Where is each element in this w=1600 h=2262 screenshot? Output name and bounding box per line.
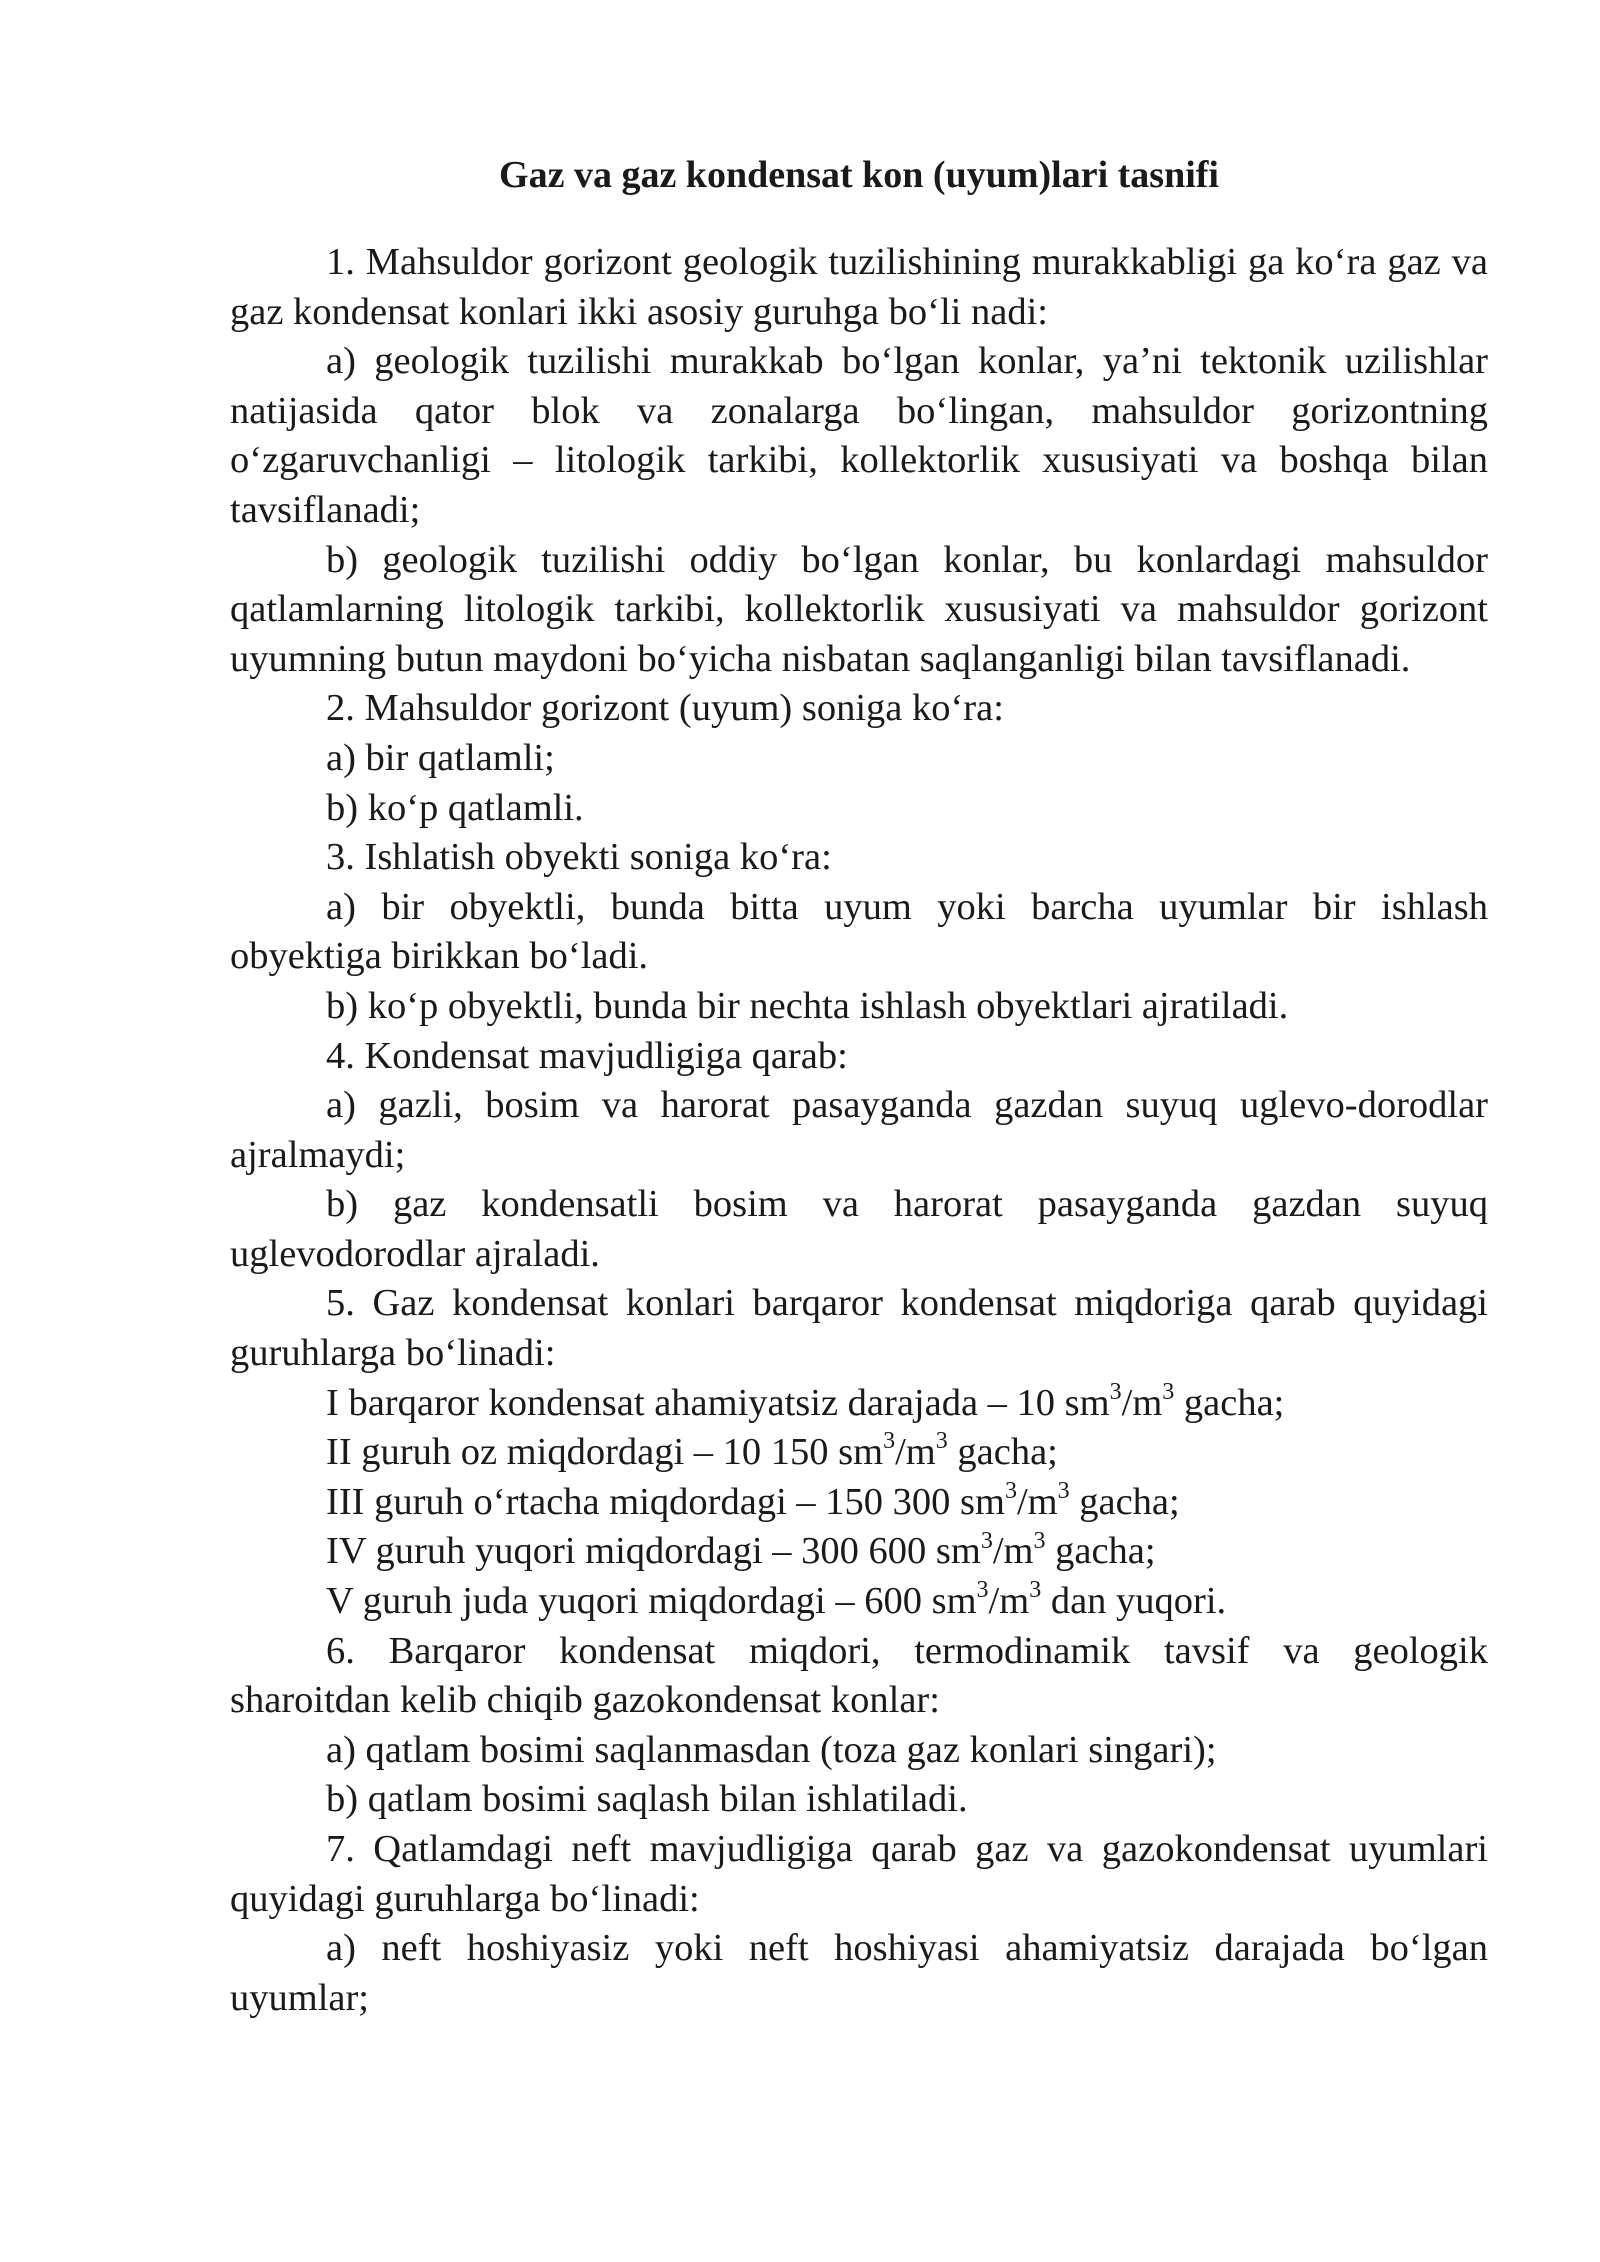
paragraph-7: 7. Qatlamdagi neft mavjudligiga qarab gaz va gazokondensat uyumlari quyidagi guruhlarga bo‘linadi: (230, 1828, 1488, 1920)
group-line-text: V guruh juda yuqori miqdordagi – 600 sm (326, 1580, 977, 1623)
unit-text: /m (988, 1580, 1030, 1623)
paragraph-3a: a) bir obyektli, bunda bitta uyum yoki barcha uyumlar bir ishlash obyektiga birikkan bo‘ladi. (230, 885, 1488, 978)
paragraph-6b: b) qatlam bosimi saqlash bilan ishlatiladi. (326, 1778, 968, 1821)
superscript: 3 (980, 1527, 993, 1554)
paragraph-4a: a) gazli, bosim va harorat pasayganda gazdan suyuq uglevo-dorodlar ajralmaydi; (230, 1084, 1488, 1176)
paragraph-3: 3. Ishlatish obyekti soniga ko‘ra: (326, 836, 832, 879)
group-line-suffix: gacha; (1045, 1530, 1156, 1573)
paragraph-1: 1. Mahsuldor gorizont geologik tuzilishining murakkabligi ga ko‘ra gaz va gaz kondensat konlari ikki asosiy guruhga bo‘li nadi: (230, 241, 1488, 333)
superscript: 3 (1109, 1378, 1122, 1405)
group-line-text: II guruh oz miqdordagi – 10 150 sm (326, 1431, 884, 1474)
superscript: 3 (1057, 1478, 1070, 1505)
superscript: 3 (1033, 1527, 1046, 1554)
group-line-5 (230, 1577, 1488, 1627)
group-line-suffix: gacha; (1174, 1381, 1285, 1424)
paragraph-1b: b) geologik tuzilishi oddiy bo‘lgan konlar, bu konlardagi mahsuldor qatlamlarning litologik tarkibi, kollektorlik xususiyati va mahsuldor gorizont uyumning butun maydoni bo‘yicha nisbatan saqlanganligi bilan tavsiflanadi. (230, 538, 1488, 680)
paragraph-2b: b) ko‘p qatlamli. (326, 786, 584, 829)
group-line-suffix: dan yuqori. (1041, 1580, 1227, 1623)
unit-text: /m (1016, 1480, 1058, 1523)
unit-text: /m (1121, 1381, 1163, 1424)
paragraph-2a: a) bir qatlamli; (326, 736, 555, 779)
group-line-text: III guruh o‘rtacha miqdordagi – 150 300 sm (326, 1480, 1005, 1523)
superscript: 3 (1029, 1577, 1042, 1604)
group-line-1 (230, 1379, 1488, 1429)
group-line-suffix: gacha; (947, 1431, 1058, 1474)
paragraph-6: 6. Barqaror kondensat miqdori, termodinamik tavsif va geologik sharoitdan kelib chiqib gazokondensat konlar: (230, 1629, 1488, 1722)
paragraph-6a: a) qatlam bosimi saqlanmasdan (toza gaz konlari singari); (326, 1728, 1217, 1771)
paragraph-2: 2. Mahsuldor gorizont (uyum) soniga ko‘ra: (326, 687, 1004, 730)
paragraph-7a: a) neft hoshiyasiz yoki neft hoshiyasi ahamiyatsiz darajada bo‘lgan uyumlar; (230, 1927, 1488, 2019)
document-page (230, 150, 1488, 2023)
group-line-text: IV guruh yuqori miqdordagi – 300 600 sm (326, 1530, 981, 1573)
paragraph-3b: b) ko‘p obyektli, bunda bir nechta ishlash obyektlari ajratiladi. (326, 984, 1289, 1027)
superscript: 3 (883, 1428, 896, 1455)
superscript: 3 (935, 1428, 948, 1455)
superscript: 3 (1162, 1378, 1175, 1405)
group-line-2 (230, 1428, 1488, 1478)
paragraph-1a: a) geologik tuzilishi murakkab bo‘lgan konlar, ya’ni tektonik uzilishlar natijasida qator blok va zonalarga bo‘lingan, mahsuldor gorizontning o‘zgaruvchanligi – litologik tarkibi, kollektorlik xususiyati va boshqa bilan tavsiflanadi; (230, 340, 1488, 531)
paragraph-4: 4. Kondensat mavjudligiga qarab: (326, 1034, 848, 1077)
superscript: 3 (976, 1577, 989, 1604)
document-title: Gaz va gaz kondensat kon (uyum)lari tasnifi (499, 154, 1219, 196)
paragraph-5: 5. Gaz kondensat konlari barqaror kondensat miqdoriga qarab quyidagi guruhlarga bo‘linadi: (230, 1282, 1488, 1375)
paragraph-4b: b) gaz kondensatli bosim va harorat pasayganda gazdan suyuq uglevodorodlar ajraladi. (230, 1183, 1488, 1275)
group-line-4 (230, 1527, 1488, 1577)
unit-text: /m (895, 1431, 936, 1474)
superscript: 3 (1004, 1478, 1017, 1505)
group-line-text: I barqaror kondensat ahamiyatsiz darajada – 10 sm (326, 1381, 1110, 1424)
group-line-suffix: gacha; (1069, 1480, 1180, 1523)
group-line-3 (230, 1478, 1488, 1528)
unit-text: /m (992, 1530, 1034, 1573)
